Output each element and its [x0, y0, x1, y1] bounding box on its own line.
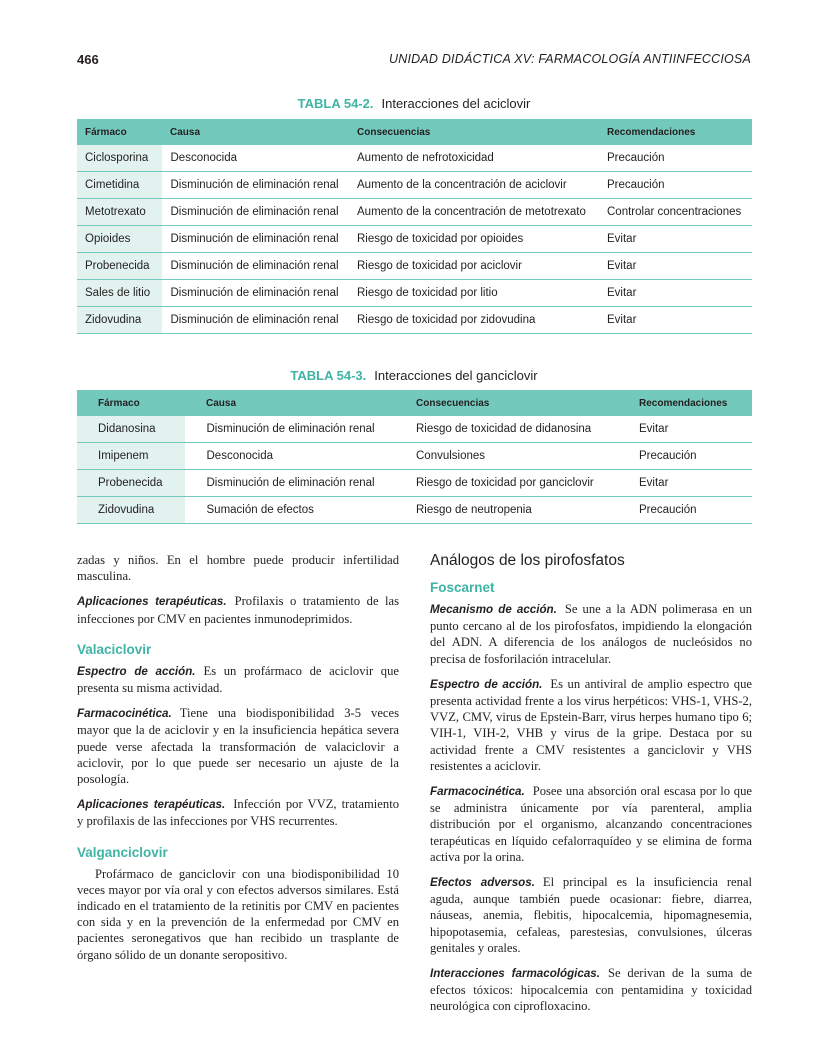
table-header-row	[77, 119, 752, 145]
recommendation-cell: Precaución	[599, 145, 752, 172]
paragraph	[77, 705, 399, 787]
recommendation-cell: Evitar	[599, 280, 752, 307]
table-54-3-caption	[0, 368, 828, 383]
cause-cell: Desconocida	[162, 145, 349, 172]
cause-cell: Disminución de eliminación renal	[162, 253, 349, 280]
paragraph-text: El principal es la insuficiencia renal aguda, aunque también puede ocasionar: fiebre, diarrea, náuseas, anemia, flebitis, hipocalcemia, hipomagnesemia, hipopotasemia, cefaleas, parestesias, convulsiones, úlceras genitales y orales.	[430, 875, 752, 955]
paragraph-text: Se derivan de la suma de efectos tóxicos: hipocalcemia con pentamidina y toxicidad neurológica con ciprofloxacino.	[430, 966, 752, 1014]
recommendation-cell: Evitar	[599, 226, 752, 253]
paragraph	[430, 965, 752, 1015]
paragraph-label: Farmacocinética.	[430, 785, 525, 799]
recommendation-cell: Precaución	[618, 497, 752, 524]
drug-cell: Sales de litio	[77, 280, 162, 307]
table-row	[77, 307, 752, 334]
consequence-cell: Riesgo de toxicidad por litio	[349, 280, 599, 307]
paragraph	[77, 796, 399, 829]
foscarnet-heading: Foscarnet	[430, 580, 495, 595]
recommendation-cell: Evitar	[618, 416, 752, 443]
consequence-cell: Riesgo de toxicidad por opioides	[349, 226, 599, 253]
column-header: Consecuencias	[349, 119, 599, 145]
table-title: Interacciones del ganciclovir	[374, 368, 538, 383]
column-header: Recomendaciones	[618, 390, 752, 416]
recommendation-cell: Precaución	[599, 172, 752, 199]
recommendation-cell: Evitar	[599, 307, 752, 334]
consequence-cell: Convulsiones	[395, 443, 618, 470]
paragraph-text: Infección por VVZ, tratamiento y profilaxis de las infecciones por VHS recurrentes.	[77, 797, 399, 829]
table-row	[77, 470, 752, 497]
consequence-cell: Riesgo de toxicidad por ganciclovir	[395, 470, 618, 497]
drug-cell: Zidovudina	[77, 497, 185, 524]
table-title: Interacciones del aciclovir	[381, 96, 531, 111]
cause-cell: Disminución de eliminación renal	[162, 280, 349, 307]
valganciclovir-heading: Valganciclovir	[77, 844, 168, 860]
paragraph	[77, 593, 399, 626]
drug-cell: Ciclosporina	[77, 145, 162, 172]
drug-cell: Didanosina	[77, 416, 185, 443]
column-header: Fármaco	[77, 119, 162, 145]
table-number: TABLA 54-2.	[297, 96, 374, 111]
paragraph-text: Es un antiviral de amplio espectro que presenta actividad frente a los virus herpéticos: VHS-1, VHS-2, VVZ, CMV, virus de Epstein-Barr, virus herpes humano tipo 6; VIH-1, VIH-2, VHB y virus de la gripe. Destaca por su actividad frente a CMV resistentes a ganciclovir y VHS resistentes a aciclovir.	[430, 676, 752, 773]
running-head: UNIDAD DIDÁCTICA XV: FARMACOLOGÍA ANTIINFECCIOSA	[389, 52, 751, 66]
table-row	[77, 497, 752, 524]
paragraph-text: Tiene una biodisponibilidad 3-5 veces mayor que la de aciclovir y en la insuficiencia hepática severa puede verse afectada la transformación de valaciclovir a aciclovir, por lo que puede ser necesario un ajuste de la posología.	[77, 706, 399, 787]
paragraph-text: Profilaxis o tratamiento de las infecciones por CMV en pacientes inmunodeprimidos.	[77, 594, 399, 626]
cause-cell: Disminución de eliminación renal	[162, 226, 349, 253]
recommendation-cell: Precaución	[618, 443, 752, 470]
table-row	[77, 253, 752, 280]
table-row	[77, 416, 752, 443]
right-column	[430, 552, 752, 1024]
column-header: Recomendaciones	[599, 119, 752, 145]
paragraph	[430, 783, 752, 865]
table-row	[77, 145, 752, 172]
aciclovir-interactions-table	[77, 119, 752, 334]
paragraph: Profármaco de ganciclovir con una biodisponibilidad 10 veces mayor por vía oral y con efectos adversos similares. Está indicado en el tratamiento de la retinitis por CMV en pacientes con sida y en la prevención de la enfermedad por CMV en pacientes seronegativos que han recibido un trasplante de órgano sólido de un donante seropositivo.	[77, 866, 399, 962]
consequence-cell: Riesgo de neutropenia	[395, 497, 618, 524]
drug-cell: Probenecida	[77, 253, 162, 280]
paragraph	[430, 601, 752, 667]
table-row	[77, 199, 752, 226]
paragraph-text: Posee una absorción oral escasa por lo que se administra únicamente por vía parenteral, amplia distribución por el organismo, alcanzando concentraciones terapéuticas en líquido cefalorraquídeo y se elimina de forma activa por la orina.	[430, 784, 752, 864]
recommendation-cell: Controlar concentraciones	[599, 199, 752, 226]
paragraph-label: Aplicaciones terapéuticas.	[77, 595, 227, 609]
paragraph-text: Se une a la ADN polimerasa en un punto cercano al de los pirofosfatos, impidiendo la elongación del ADN. A diferencia de los análogos de nucleósidos no precisa de fosforilación intracelular.	[430, 602, 752, 666]
paragraph-text: Es un profármaco de aciclovir que presenta su misma actividad.	[77, 663, 399, 696]
page-number: 466	[77, 52, 99, 67]
paragraph	[430, 676, 752, 774]
consequence-cell: Riesgo de toxicidad por aciclovir	[349, 253, 599, 280]
cause-cell: Disminución de eliminación renal	[185, 470, 395, 497]
consequence-cell: Aumento de la concentración de metotrexato	[349, 199, 599, 226]
paragraph	[77, 663, 399, 696]
consequence-cell: Riesgo de toxicidad por zidovudina	[349, 307, 599, 334]
recommendation-cell: Evitar	[599, 253, 752, 280]
paragraph-label: Espectro de acción.	[430, 677, 543, 691]
consequence-cell: Aumento de nefrotoxicidad	[349, 145, 599, 172]
ganciclovir-interactions-table	[77, 390, 752, 524]
paragraph-label: Mecanismo de acción.	[430, 603, 557, 616]
column-header: Fármaco	[77, 390, 185, 416]
recommendation-cell: Evitar	[618, 470, 752, 497]
drug-cell: Imipenem	[77, 443, 185, 470]
consequence-cell: Aumento de la concentración de aciclovir	[349, 172, 599, 199]
cause-cell: Disminución de eliminación renal	[162, 172, 349, 199]
drug-cell: Metotrexato	[77, 199, 162, 226]
paragraph	[430, 874, 752, 956]
left-column	[77, 552, 399, 972]
table-number: TABLA 54-3.	[290, 368, 367, 383]
column-header: Causa	[162, 119, 349, 145]
table-row	[77, 280, 752, 307]
table-row	[77, 226, 752, 253]
column-header: Consecuencias	[395, 390, 618, 416]
column-header: Causa	[185, 390, 395, 416]
cause-cell: Disminución de eliminación renal	[162, 199, 349, 226]
valaciclovir-heading: Valaciclovir	[77, 641, 152, 657]
table-54-2-caption	[0, 96, 828, 111]
paragraph-label: Espectro de acción.	[77, 664, 196, 678]
cause-cell: Desconocida	[185, 443, 395, 470]
paragraph: zadas y niños. En el hombre puede producir infertilidad masculina.	[77, 553, 399, 584]
section-heading: Análogos de los pirofosfatos	[430, 552, 625, 569]
table-header-row	[77, 390, 752, 416]
drug-cell: Opioides	[77, 226, 162, 253]
table-row	[77, 443, 752, 470]
cause-cell: Disminución de eliminación renal	[185, 416, 395, 443]
paragraph-label: Aplicaciones terapéuticas.	[77, 798, 226, 812]
paragraph-label: Interacciones farmacológicas.	[430, 967, 600, 981]
cause-cell: Sumación de efectos	[185, 497, 395, 524]
drug-cell: Zidovudina	[77, 307, 162, 334]
table-row	[77, 172, 752, 199]
paragraph-label: Farmacocinética.	[77, 707, 172, 721]
drug-cell: Probenecida	[77, 470, 185, 497]
consequence-cell: Riesgo de toxicidad de didanosina	[395, 416, 618, 443]
drug-cell: Cimetidina	[77, 172, 162, 199]
cause-cell: Disminución de eliminación renal	[162, 307, 349, 334]
paragraph-label: Efectos adversos.	[430, 876, 535, 890]
